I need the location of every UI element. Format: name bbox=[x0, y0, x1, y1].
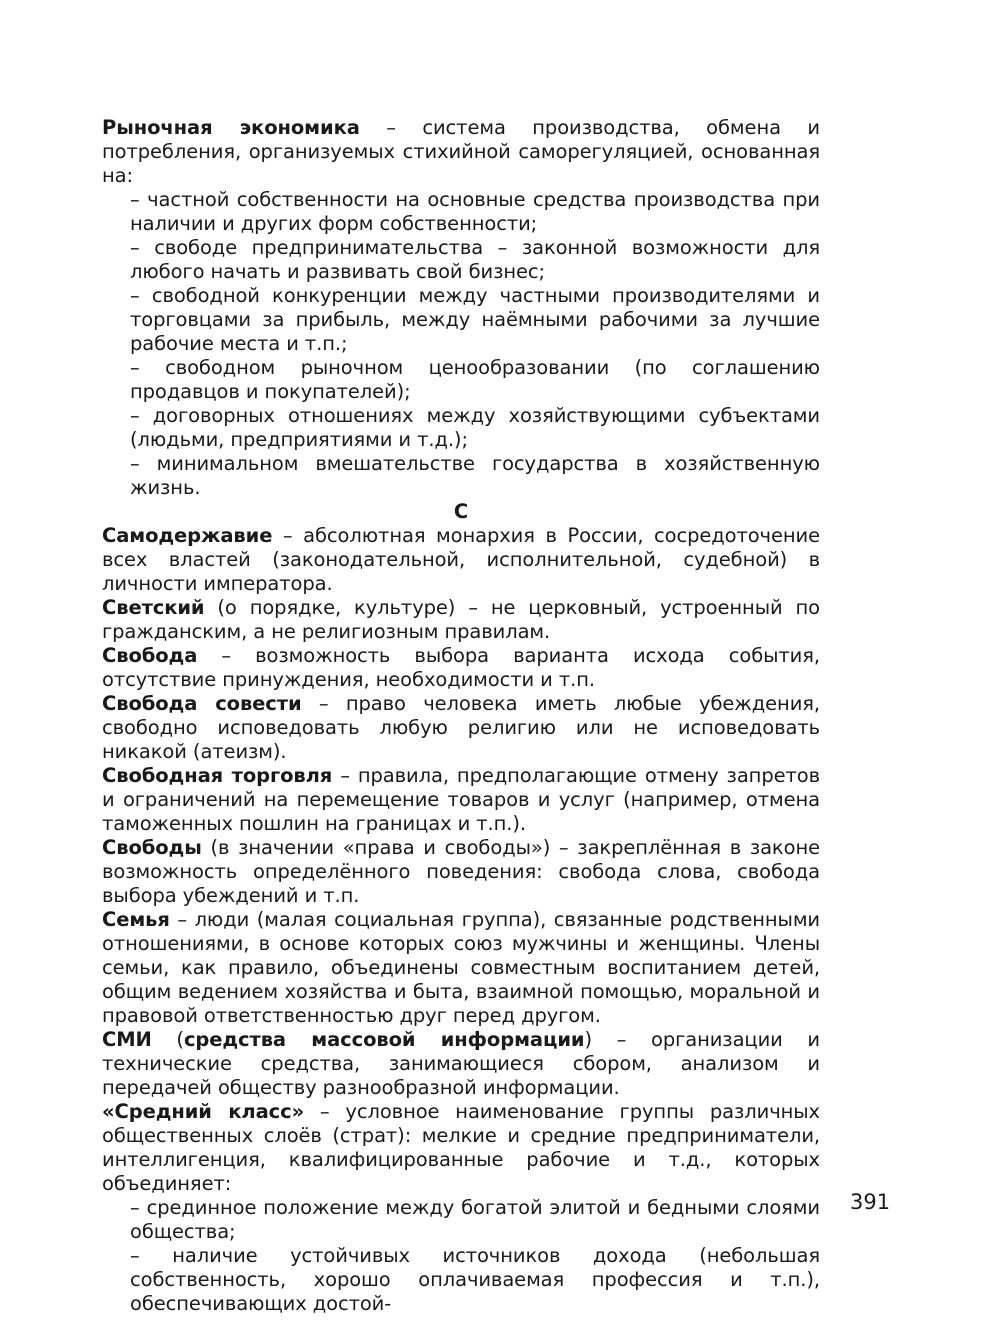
section-letter: С bbox=[453, 500, 469, 523]
entry-definition: (о порядке, культуре) – не церковный, устроенный по гражданским, а не религиозным правилам. bbox=[102, 596, 820, 643]
entry-term: Рыночная экономика bbox=[102, 116, 360, 139]
entry-definition: – правила, предполагающие отмену запретов и ограничений на перемещение товаров и услуг (например, отмена таможенных пошлин на границах и т.п.). bbox=[102, 764, 820, 835]
entry-definition: ( bbox=[151, 1028, 184, 1051]
list-item: – свободной конкуренции между частными производителями и торговцами за прибыль, между наёмными рабочими за лучшие рабочие места и т.п.; bbox=[130, 284, 820, 355]
entry-samoderzhavie bbox=[102, 524, 820, 596]
list-item: – наличие устойчивых источников дохода (небольшая собственность, хорошо оплачиваемая профессия и т.п.), обеспечивающих достой- bbox=[130, 1244, 820, 1315]
entry-term: Свободы bbox=[102, 836, 202, 859]
entry-svoboda-sovesti bbox=[102, 692, 820, 764]
list-item: – договорных отношениях между хозяйствующими субъектами (людьми, предприятиями и т.д.); bbox=[130, 404, 820, 451]
entry-term: СМИ bbox=[102, 1028, 152, 1051]
entry-definition: ) – организации и технические средства, занимающиеся сбором, анализом и передачей обществу разнообразной информации. bbox=[102, 1028, 821, 1099]
entry-term: Свобода совести bbox=[102, 692, 302, 715]
entry-term-expansion: средства массовой информации bbox=[183, 1028, 585, 1051]
entry-term: Светский bbox=[102, 596, 205, 619]
list-item: – срединное положение между богатой элитой и бедными слоями общества; bbox=[130, 1196, 820, 1243]
entry-term: Свободная торговля bbox=[102, 764, 333, 787]
list-item: – частной собственности на основные средства производства при наличии и других форм собственности; bbox=[130, 188, 820, 235]
entry-definition: – система производства, обмена и потребления, организуемых стихийной саморегуляцией, основанная на: bbox=[102, 116, 820, 187]
page-content bbox=[102, 116, 820, 1316]
list-item: – минимальном вмешательстве государства в хозяйственную жизнь. bbox=[130, 452, 820, 499]
page-number: 391 bbox=[850, 1190, 891, 1214]
list-item: – свободном рыночном ценообразовании (по соглашению продавцов и покупателей); bbox=[130, 356, 820, 403]
entry-definition: – люди (малая социальная группа), связанные родственными отношениями, в основе которых союз мужчины и женщины. Члены семьи, как правило, объединены совместным воспитанием детей, общим ведением хозяйства и быта, взаимной помощью, моральной и правовой ответственностью друг перед другом. bbox=[102, 908, 820, 1027]
entry-term: Свобода bbox=[102, 644, 198, 667]
entry-term: Семья bbox=[102, 908, 170, 931]
entry-definition: (в значении «права и свободы») – закреплённая в законе возможность определённого поведения: свобода слова, свобода выбора убеждений и т.п. bbox=[102, 836, 820, 907]
entry-definition: – условное наименование группы различных общественных слоёв (страт): мелкие и средние предприниматели, интеллигенция, квалифицированные рабочие и т.д., которых объединяет: bbox=[102, 1100, 821, 1195]
entry-svetskiy bbox=[102, 596, 820, 644]
entry-smi bbox=[102, 1028, 820, 1100]
entry-svobody bbox=[102, 836, 820, 908]
entry-term: «Средний класс» bbox=[102, 1100, 305, 1123]
entry-term: Самодержавие bbox=[102, 524, 273, 547]
entry-svobodnaya-torgovlya bbox=[102, 764, 820, 836]
entry-definition: – возможность выбора варианта исхода события, отсутствие принуждения, необходимости и т.п. bbox=[102, 644, 820, 691]
list-item: – свободе предпринимательства – законной возможности для любого начать и развивать свой бизнес; bbox=[130, 236, 820, 283]
entry-rynochnaya-ekonomika bbox=[102, 116, 820, 188]
entry-svoboda bbox=[102, 644, 820, 692]
entry-definition: – абсолютная монархия в России, сосредоточение всех властей (законодательной, исполнительной, судебной) в личности императора. bbox=[102, 524, 820, 595]
entry-semya bbox=[102, 908, 820, 1028]
entry-definition: – право человека иметь любые убеждения, свободно исповедовать любую религию или не исповедовать никакой (атеизм). bbox=[102, 692, 821, 763]
entry-sredniy-klass bbox=[102, 1100, 820, 1196]
